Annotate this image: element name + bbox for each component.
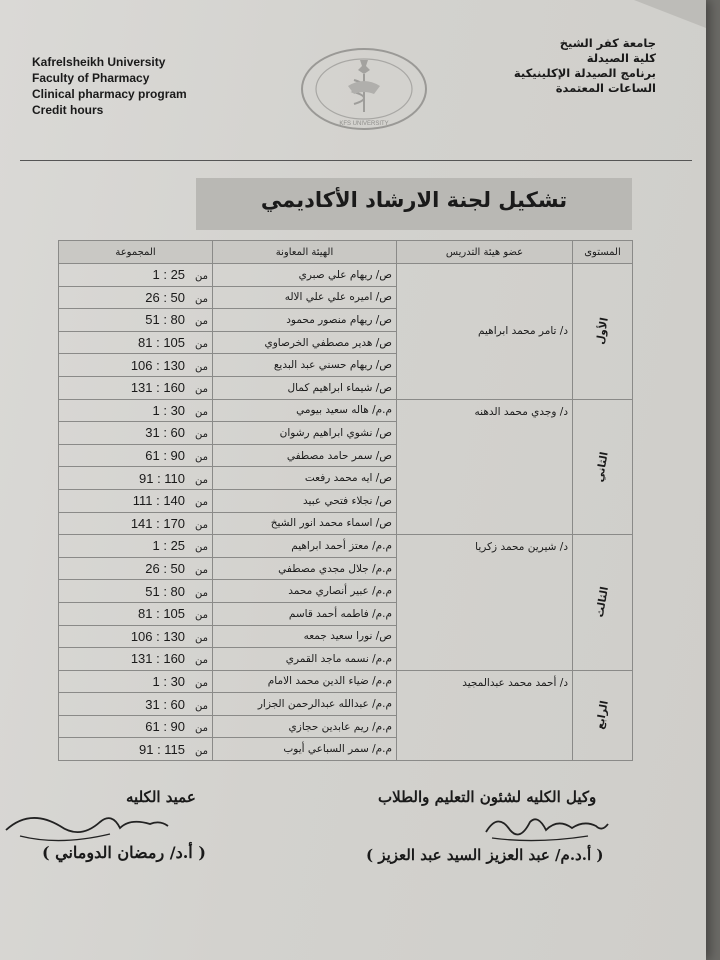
from-label: من — [195, 497, 208, 509]
assistant-cell: م.م/ معتز أحمد ابراهيم — [213, 535, 397, 558]
header-divider — [20, 160, 692, 161]
group-range-cell — [59, 286, 213, 309]
group-range-cell — [59, 535, 213, 558]
assistant-cell: ص/ اميره علي علي الاله — [213, 286, 397, 309]
group-range: 91 : 115 — [139, 741, 186, 757]
from-label: من — [195, 519, 208, 531]
table-body — [59, 264, 633, 761]
group-range: 106 : 130 — [130, 357, 186, 373]
header-arabic — [514, 36, 656, 96]
assistant-cell: م.م/ ريم عابدين حجازي — [213, 715, 397, 738]
group-range-cell — [59, 354, 213, 377]
header-arabic-line: الساعات المعتمدة — [555, 81, 656, 95]
group-range: 61 : 90 — [145, 719, 186, 735]
group-range: 141 : 170 — [130, 515, 186, 531]
from-label: من — [195, 610, 208, 622]
from-label: من — [195, 745, 208, 757]
header-english-line: Faculty of Pharmacy — [32, 71, 150, 85]
header-arabic-line: برنامج الصيدلة الإكلينيكية — [513, 66, 656, 80]
group-range-cell — [59, 693, 213, 716]
from-label: من — [195, 632, 208, 644]
level-label: الثاني — [593, 450, 612, 483]
from-label: من — [195, 474, 208, 486]
group-range: 131 : 160 — [130, 651, 186, 667]
group-range-cell — [59, 512, 213, 535]
group-range: 61 : 90 — [145, 448, 186, 464]
dean-title: عميد الكليه — [126, 788, 196, 806]
from-label: من — [195, 293, 208, 305]
vice-dean-signature — [476, 806, 616, 848]
assistant-cell: م.م/ عبير أنصاري محمد — [213, 580, 397, 603]
group-range: 111 : 140 — [132, 493, 186, 509]
group-range-cell — [59, 399, 213, 422]
from-label: من — [195, 542, 208, 554]
assistant-cell: م.م/ نسمه ماجد القمري — [213, 648, 397, 671]
from-label: من — [195, 723, 208, 735]
from-label: من — [195, 700, 208, 712]
column-header-group: المجموعة — [59, 241, 213, 264]
assistant-cell: ص/ نشوي ابراهيم رشوان — [213, 422, 397, 445]
group-range: 51 : 80 — [145, 583, 186, 599]
group-range: 26 : 50 — [145, 289, 186, 305]
group-range-cell — [59, 648, 213, 671]
from-label: من — [195, 361, 208, 373]
from-label: من — [195, 384, 208, 396]
level-label: الثالث — [593, 586, 612, 619]
group-range-cell — [59, 309, 213, 332]
from-label: من — [195, 677, 208, 689]
group-range-cell — [59, 715, 213, 738]
assistant-cell: ص/ شيماء ابراهيم كمال — [213, 376, 397, 399]
assistant-cell: م.م/ ضياء الدين محمد الامام — [213, 670, 397, 693]
faculty-member-cell: د/ أحمد محمد عبدالمجيد — [397, 670, 573, 760]
column-header-assistant: الهيئة المعاونة — [213, 241, 397, 264]
assistant-cell: م.م/ فاطمه أحمد قاسم — [213, 602, 397, 625]
header-english-line: Clinical pharmacy program — [32, 87, 187, 101]
header-english-line: Kafrelsheikh University — [32, 55, 166, 69]
header-english — [32, 54, 187, 118]
group-range: 31 : 60 — [145, 425, 186, 441]
table-row — [59, 264, 633, 287]
group-range-cell — [59, 331, 213, 354]
assistant-cell: ص/ نورا سعيد جمعه — [213, 625, 397, 648]
university-logo — [298, 46, 430, 132]
group-range: 26 : 50 — [145, 561, 186, 577]
group-range-cell — [59, 580, 213, 603]
assistant-cell: ص/ اسماء محمد انور الشيخ — [213, 512, 397, 535]
group-range: 106 : 130 — [130, 628, 186, 644]
page-title: تشكيل لجنة الارشاد الأكاديمي — [260, 188, 568, 212]
group-range-cell — [59, 422, 213, 445]
group-range: 91 : 110 — [139, 470, 186, 486]
from-label: من — [195, 429, 208, 441]
level-cell — [573, 264, 633, 400]
group-range: 1 : 25 — [152, 538, 186, 554]
level-cell — [573, 535, 633, 671]
level-cell — [573, 399, 633, 535]
from-label: من — [195, 452, 208, 464]
faculty-member-cell: د/ شيرين محمد زكريا — [397, 535, 573, 671]
from-label: من — [195, 339, 208, 351]
group-range-cell — [59, 467, 213, 490]
group-range-cell — [59, 602, 213, 625]
dean-name: ( أ.د/ رمضان الدوماني ) — [42, 843, 206, 862]
group-range: 1 : 25 — [152, 267, 186, 283]
faculty-member-cell: د/ وجدي محمد الدهنه — [397, 399, 573, 535]
group-range: 51 : 80 — [145, 312, 186, 328]
assistant-cell: ص/ ايه محمد رفعت — [213, 467, 397, 490]
assistant-cell: م.م/ هاله سعيد بيومي — [213, 399, 397, 422]
assistant-cell: م.م/ سمر السباعي أيوب — [213, 738, 397, 761]
from-label: من — [195, 655, 208, 667]
group-range-cell — [59, 670, 213, 693]
header-arabic-line: كلية الصيدلة — [586, 51, 656, 65]
table-row — [59, 535, 633, 558]
group-range-cell — [59, 376, 213, 399]
assistant-cell: م.م/ عبدالله عبدالرحمن الجزار — [213, 693, 397, 716]
faculty-member-cell: د/ تامر محمد ابراهيم — [397, 264, 573, 400]
group-range: 81 : 105 — [138, 606, 186, 622]
group-range-cell — [59, 738, 213, 761]
assistant-cell: ص/ هدير مصطفي الخرصاوي — [213, 331, 397, 354]
group-range: 1 : 30 — [152, 673, 186, 689]
level-cell — [573, 670, 633, 760]
assistant-cell: ص/ ريهام منصور محمود — [213, 309, 397, 332]
from-label: من — [195, 271, 208, 283]
from-label: من — [195, 316, 208, 328]
column-header-level: المستوى — [573, 241, 633, 264]
group-range: 1 : 30 — [152, 402, 186, 418]
group-range: 131 : 160 — [130, 380, 186, 396]
group-range-cell — [59, 625, 213, 648]
table-header-row — [59, 241, 633, 264]
table-row — [59, 399, 633, 422]
assistant-cell: ص/ ريهام حسني عبد البديع — [213, 354, 397, 377]
group-range-cell — [59, 489, 213, 512]
assistant-cell: ص/ سمر حامد مصطفي — [213, 444, 397, 467]
assistant-cell: ص/ ريهام علي صبري — [213, 264, 397, 287]
assistant-cell: ص/ نجلاء فتحي عبيد — [213, 489, 397, 512]
group-range-cell — [59, 557, 213, 580]
level-label: الأول — [594, 316, 611, 346]
vice-dean-title: وكيل الكليه لشئون التعليم والطلاب — [378, 788, 597, 806]
column-header-faculty: عضو هيئة التدريس — [397, 241, 573, 264]
from-label: من — [195, 565, 208, 577]
from-label: من — [195, 587, 208, 599]
group-range-cell — [59, 444, 213, 467]
table-row — [59, 670, 633, 693]
logo-text: KFS UNIVERSITY — [339, 121, 389, 127]
level-label: الرابع — [594, 700, 611, 731]
from-label: من — [195, 406, 208, 418]
folded-corner — [634, 0, 706, 28]
header-english-line: Credit hours — [32, 103, 104, 117]
vice-dean-name: ( أ.د.م/ عبد العزيز السيد عبد العزيز ) — [366, 846, 604, 864]
group-range: 81 : 105 — [138, 335, 186, 351]
assistant-cell: م.م/ جلال مجدي مصطفي — [213, 557, 397, 580]
group-range-cell — [59, 264, 213, 287]
advising-table — [58, 240, 633, 761]
header-arabic-line: جامعة كفر الشيخ — [559, 36, 656, 50]
group-range: 31 : 60 — [145, 696, 186, 712]
